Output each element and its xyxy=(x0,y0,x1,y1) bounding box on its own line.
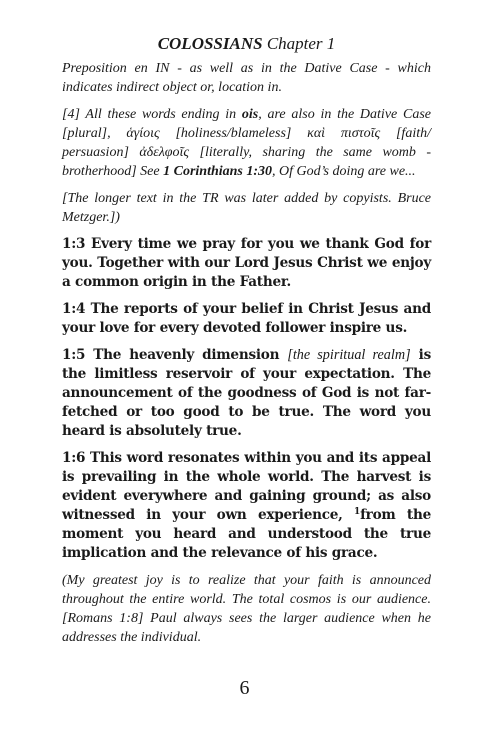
verse-1-6-text-b: from the moment you heard and understood the true implication and the relevance of his grace. xyxy=(62,507,431,561)
book-page xyxy=(62,34,431,655)
commentary-paragraph: (My greatest joy is to realize that your faith is announced throughout the entire world. The total cosmos is our audience. [Romans 1:8] Paul always sees the larger audience when he addresses the individual. xyxy=(62,573,431,645)
verse-1-5-text-a: 1:5 The heavenly dimension xyxy=(62,347,288,363)
verse-1-3: 1:3 Every time we pray for you we thank God for you. Together with our Lord Jesus Christ we enjoy a common origin in the Father. xyxy=(62,236,431,290)
footnote-4 xyxy=(62,105,431,181)
footnote-4-reference: 1 Corinthians 1:30 xyxy=(163,164,273,179)
footnote-4-text-b: , are also in the Dative Case [plural], ἁγίοις [holiness/blameless] καὶ πιστοῖς [faith/ persuasion] ἀδελφοῖς [literally, sharing the same womb - brotherhood] See xyxy=(62,107,431,179)
verse-1-5-gloss: [the spiritual realm] xyxy=(287,347,411,363)
page-number: 6 xyxy=(239,677,250,699)
verse-1-5 xyxy=(62,346,431,441)
preposition-note: Preposition en IN - as well as in the Dative Case - which indicates indirect object or, location in. xyxy=(62,61,431,95)
metzger-note: [The longer text in the TR was later added by copyists. Bruce Metzger.]) xyxy=(62,191,431,225)
verse-1-6 xyxy=(62,449,431,563)
book-title: COLOSSIANS xyxy=(157,34,263,53)
verse-1-5-text-b: is the limitless reservoir of your expectation. The announcement of the goodness of God is not far-fetched or too good to be true. The word you heard is absolutely true. xyxy=(62,347,431,439)
chapter-label: Chapter 1 xyxy=(266,34,336,53)
footnote-4-text-a: [4] All these words ending in xyxy=(62,107,242,122)
verse-1-6-text-a: 1:6 This word resonates within you and its appeal is prevailing in the whole world. The harvest is evident everywhere and gaining ground; as also witnessed in your own experience, xyxy=(62,450,431,523)
running-header xyxy=(62,34,431,54)
footnote-4-ending: ois xyxy=(241,107,259,122)
verse-1-6-footnote-marker: 1 xyxy=(354,507,361,517)
footnote-4-text-c: , Of God’s doing are we... xyxy=(272,164,416,179)
verse-1-4: 1:4 The reports of your belief in Christ Jesus and your love for every devoted follower inspire us. xyxy=(62,301,431,336)
